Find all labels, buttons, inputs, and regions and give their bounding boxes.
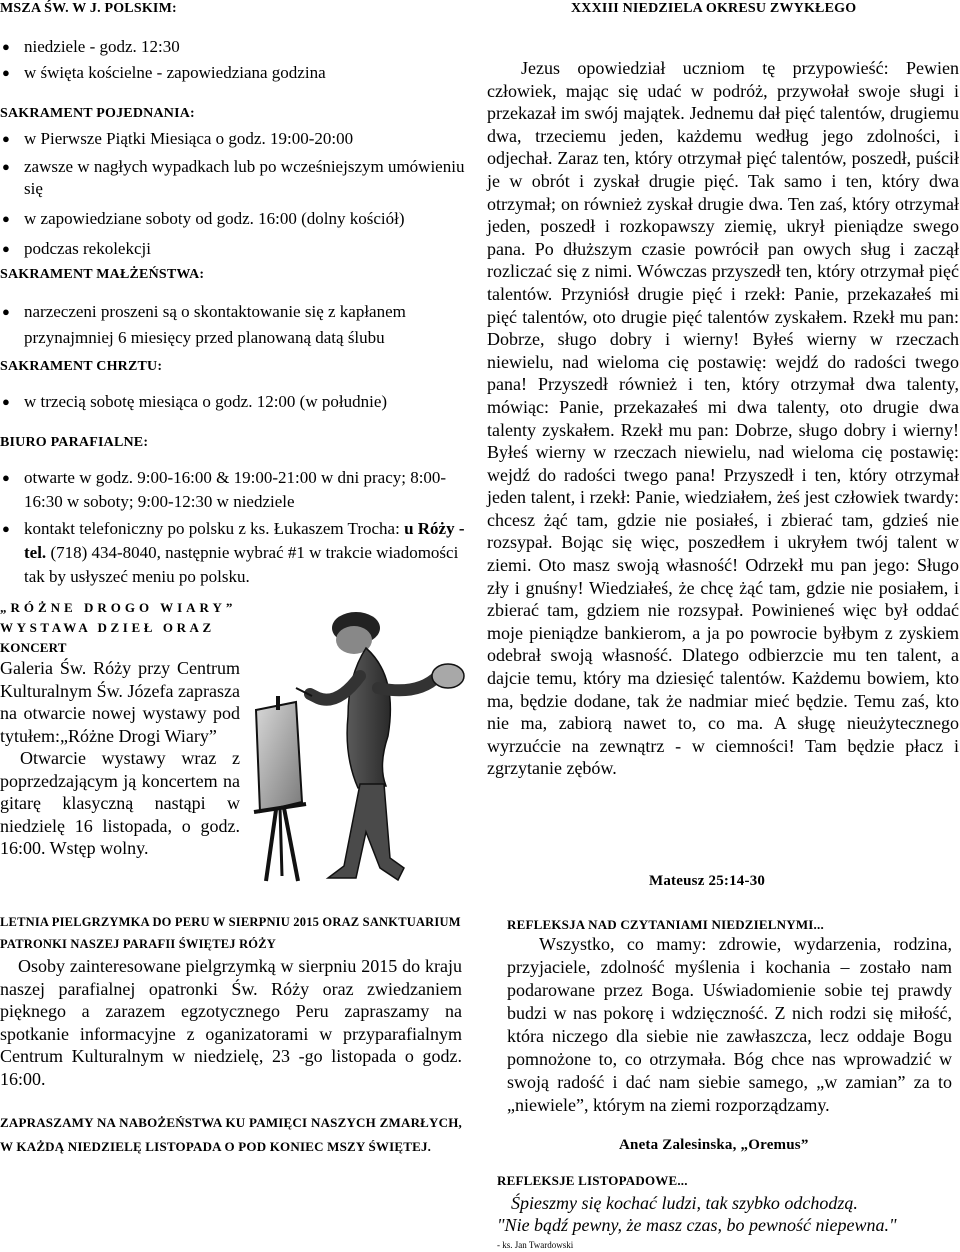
exhibit-title: „RÓŻNE DROGO WIARY” [0,600,237,615]
list-item: ● w święta kościelne - zapowiedziana godzina [2,62,468,84]
memorial-invitation: ZAPRASZAMY NA NABOŻEŃSTWA KU PAMIĘCI NASZYCH ZMARŁYCH, W KAŻDĄ NIEDZIELĘ LISTOPADA O POD KONIEC MSZY ŚWIĘTEJ. [0,1115,462,1154]
list-item: ● w trzecią sobotę miesiąca o godz. 12:00 (w południe) [2,391,468,413]
marriage-heading: SAKRAMENT MAŁŻEŃSTWA: [0,267,205,282]
pilgrimage-heading: LETNIA PIELGRZYMKA DO PERU W SIERPNIU 2015 ORAZ SANKTUARIUM PATRONKI NASZEJ PARAFII ŚWIĘTEJ RÓŻY [0,915,461,951]
office-heading: BIURO PARAFIALNE: [0,435,149,450]
baptism-list [2,391,468,413]
gospel-text: Jezus opowiedział uczniom tę przypowieść: Pewien człowiek, mając się udać w podróż, przywołał swoje sługi i przekazał im swój majątek. Jednemu dał pięć talentów, drugiemu dwa, trzeciemu jeden, każdemu według jego zdolności, i odjechał. Zaraz ten, który otrzymał pięć talentów, poszedł, puścił je w obrót i zyskał drugie pięć. Tak samo i ten, który dwa otrzymał; on również zyskał drugie dwa. Ten zaś, który otrzymał jeden, poszedł i rozkopawszy ziemię, ukrył pieniądze swego pana. Po dłuższym czasie powrócił pan owych sług i zaczął rozliczać się z nimi. Wówczas przyszedł ten, który otrzymał pięć talentów. Przyniósł drugie pięć i rzekł: Panie, przekazałeś mi pięć talentów, oto drugie pięć talentów zyskałem. Rzekł mu pan: Dobrze, sługo dobry i wierny! Byłeś wierny w rzeczach niewielu, nad wieloma cię postawię: wejdź do radości twego pana! Przyszedł również i ten, który otrzymał dwa talenty, mówiąc: Panie, przekazałeś mi dwa talenty, oto drugie dwa talenty zyskałem. Rzekł mu pan: Dobrze, sługo dobry i wierny! Byłeś wierny w rzeczach niewielu, nad wieloma cię postawię: wejdź do radości twego pana! Przyszedł i ten, który otrzymał jeden talent, i rzekł: Panie, wiedziałem, żeś jest człowiek twardy: chcesz żąć tam, gdzie nie posiałeś, i zbierać tam, gdzieś nie rozsypał. Bojąc się więc, poszedłem i ukryłem twój talent w ziemi. Oto masz swoją własność! Odrzekł mu pan jego: Sługo zły i gnuśny! Wiedziałeś, że chcę żąć tam, gdzie nie posiałem, i zbierać tam, gdziem nie rozsypał. Powinieneś więc był oddać moje pieniądze bankierom, a ja po powrocie byłbym z zyskiem odebrał swoją własność. Dlatego odbierzcie mu ten talent, a dajcie temu, który ma dziesięć talentów. Każdemu bowiem, kto ma, będzie dodane, tak że nadmiar mieć będzie. Temu zaś, kto nie ma, zabiorą nawet to, co ma. A sługę nieużytecznego wyrzućcie na zewnątrz - w ciemności! Tam będzie płacz i zgrzytanie zębów. [487,58,959,779]
pilgrimage-text: Osoby zainteresowane pielgrzymką w sierpniu 2015 do kraju naszej parafialnej opatronki Św. Róży oraz zwiedzaniem pięknego a zarazem egzotycznego Peru zapraszamy na spotkanie informacyjne z oganizatorami w przyparafialnym Centrum Kulturalnym w niedzielę, 23 -go listopada o godz. 16:00. [0,956,462,1089]
quote-line: Śpieszmy się kochać ludzi, tak szybko odchodzą. [511,1193,858,1213]
sunday-title: XXXIII NIEDZIELA OKRESU ZWYKŁEGO [571,1,857,16]
contact-location: u Róży - tel. [24,519,465,562]
list-item: ● narzeczeni proszeni są o skontaktowanie się z kapłanem przynajmniej 6 miesięcy przed planowaną datą ślubu [2,299,468,351]
exhibit-text-2: Otwarcie wystawy wraz z poprzedzającym ją koncertem na gitarę klasyczną nastąpi w niedzielę 16 listopada, o godz. 16:00. Wstęp wolny. [0,748,240,858]
masses-heading: MSZA ŚW. W J. POLSKIM: [0,1,177,16]
gospel-reference: Mateusz 25:14-30 [649,873,766,889]
list-item: ● podczas rekolekcji [2,238,468,260]
marriage-list [2,299,468,351]
office-list [2,466,468,589]
exhibit-subtitle-2: KONCERT [0,640,67,655]
masses-list [2,36,468,84]
list-item: ● zawsze w nagłych wypadkach lub po wcześniejszym umówieniu się [2,156,468,200]
reflection-author: Aneta Zalesinska, „Oremus” [619,1137,809,1153]
november-heading: REFLEKSJE LISTOPADOWE... [497,1173,688,1188]
contact-text: kontakt telefoniczny po polsku z ks. Łukaszem Trocha: [24,519,405,538]
baptism-heading: SAKRAMENT CHRZTU: [0,359,163,374]
contact-phone-text: (718) 434-8040, następnie wybrać #1 w trakcie wiadomości tak by usłyszeć meniu po polsku. [24,543,459,586]
reflection-text: Wszystko, co mamy: zdrowie, wydarzenia, rodzina, przyjaciele, zdolność myślenia i kochania – zostało nam podarowane przez Boga. Uświadomienie sobie tej prawdy budzi w nas pokorę i wdzięczność. Z nich rodzi się miłość, która niczego dla siebie nie zawłaszcza, lecz oddaje Bogu pomnożone to, co otrzymała. Bóg chce nas wprowadzić w swoją radość i dać nam siebie samego, „w zamian” za to „niewiele”, którym na ziemi rozporządzamy. [507,934,952,1115]
quote-author: - ks. Jan Twardowski [497,1240,574,1250]
list-item: ● w zapowiedziane soboty od godz. 16:00 (dolny kościół) [2,208,468,230]
list-item: ● otwarte w godz. 9:00-16:00 & 19:00-21:00 w dni pracy; 8:00-16:30 w soboty; 9:00-12:30 w niedziele [2,466,468,514]
confession-list [2,128,468,260]
exhibit-text: Galeria Św. Róży przy Centrum Kulturalnym Św. Józefa zaprasza na otwarcie nowej wystawy pod tytułem:„Różne Drogi Wiary” [0,658,240,746]
quote-line-2: "Nie bądź pewny, że masz czas, bo pewność niepewna." [497,1215,897,1235]
list-item: ● w Pierwsze Piątki Miesiąca o godz. 19:00-20:00 [2,128,468,150]
reflection-heading: REFLEKSJA NAD CZYTANIAMI NIEDZIELNYMI... [507,917,824,932]
list-item [2,517,468,589]
painter-at-easel-illustration [248,606,466,886]
exhibit-subtitle: WYSTAWA DZIEŁ ORAZ [0,620,215,635]
list-item: ● niedziele - godz. 12:30 [2,36,468,58]
exhibit-body [0,657,240,860]
confession-heading: SAKRAMENT POJEDNANIA: [0,106,195,121]
